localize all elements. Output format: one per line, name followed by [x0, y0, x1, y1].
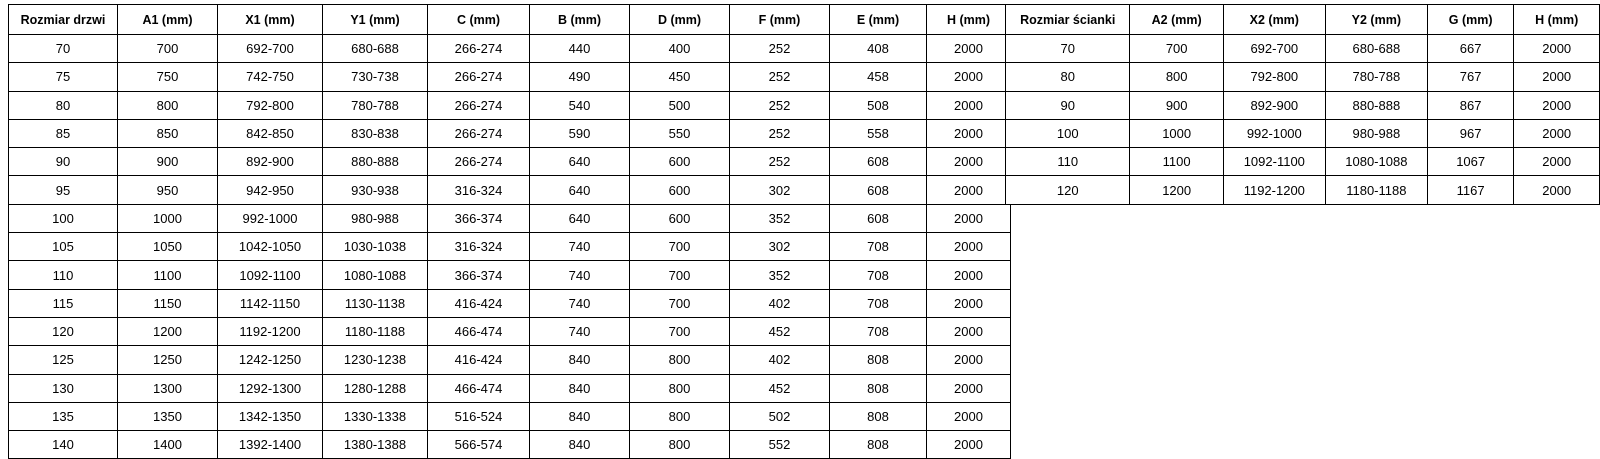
walls-table-cell: 980-988: [1325, 119, 1427, 147]
doors-table-cell: 1180-1188: [323, 317, 428, 345]
doors-table-cell: 792-800: [218, 91, 323, 119]
walls-table-cell: 692-700: [1223, 35, 1325, 63]
doors-table-column-header: F (mm): [730, 5, 830, 35]
doors-table-cell: 700: [630, 317, 730, 345]
doors-dimensions-table-container: [8, 4, 1011, 459]
doors-table-cell: 2000: [927, 91, 1011, 119]
doors-table-cell: 266-274: [428, 119, 530, 147]
doors-table-cell: 800: [630, 346, 730, 374]
doors-table-cell: 2000: [927, 431, 1011, 459]
doors-table-cell: 500: [630, 91, 730, 119]
doors-table-cell: 408: [830, 35, 927, 63]
table-row: [9, 289, 1011, 317]
doors-table-cell: 2000: [927, 148, 1011, 176]
doors-table-cell: 590: [530, 119, 630, 147]
doors-table-cell: 266-274: [428, 148, 530, 176]
doors-table-cell: 540: [530, 91, 630, 119]
walls-table-cell: 100: [1006, 119, 1130, 147]
doors-table-column-header: Rozmiar drzwi: [9, 5, 118, 35]
doors-table-column-header: A1 (mm): [118, 5, 218, 35]
doors-table-cell: 125: [9, 346, 118, 374]
doors-table-cell: 2000: [927, 374, 1011, 402]
doors-table-cell: 1292-1300: [218, 374, 323, 402]
walls-table-cell: 80: [1006, 63, 1130, 91]
doors-table-cell: 2000: [927, 35, 1011, 63]
doors-table-cell: 1392-1400: [218, 431, 323, 459]
doors-table-cell: 700: [630, 289, 730, 317]
doors-table-cell: 800: [630, 374, 730, 402]
doors-table-cell: 800: [630, 402, 730, 430]
walls-table-cell: 1200: [1130, 176, 1223, 204]
walls-table-cell: 110: [1006, 148, 1130, 176]
doors-table-cell: 1050: [118, 233, 218, 261]
walls-dimensions-table-container: [1005, 4, 1600, 205]
doors-table-cell: 252: [730, 63, 830, 91]
doors-table-cell: 708: [830, 233, 927, 261]
doors-table-cell: 780-788: [323, 91, 428, 119]
walls-table-cell: 2000: [1514, 63, 1600, 91]
doors-table-column-header: B (mm): [530, 5, 630, 35]
doors-table-cell: 892-900: [218, 148, 323, 176]
doors-table-header: [9, 5, 1011, 35]
doors-table-cell: 266-274: [428, 91, 530, 119]
doors-table-cell: 608: [830, 148, 927, 176]
doors-table-cell: 266-274: [428, 63, 530, 91]
walls-table-column-header: Rozmiar ścianki: [1006, 5, 1130, 35]
doors-table-cell: 352: [730, 261, 830, 289]
walls-table-cell: 792-800: [1223, 63, 1325, 91]
doors-table-cell: 700: [630, 261, 730, 289]
doors-table-column-header: X1 (mm): [218, 5, 323, 35]
doors-table-cell: 130: [9, 374, 118, 402]
doors-table-cell: 490: [530, 63, 630, 91]
doors-table-cell: 402: [730, 289, 830, 317]
doors-table-cell: 302: [730, 233, 830, 261]
doors-table-cell: 135: [9, 402, 118, 430]
doors-table-cell: 1380-1388: [323, 431, 428, 459]
doors-table-cell: 608: [830, 204, 927, 232]
doors-table-cell: 692-700: [218, 35, 323, 63]
doors-table-cell: 115: [9, 289, 118, 317]
walls-table-column-header: A2 (mm): [1130, 5, 1223, 35]
doors-table-cell: 980-988: [323, 204, 428, 232]
doors-table-cell: 302: [730, 176, 830, 204]
table-row: [9, 148, 1011, 176]
doors-table-cell: 1100: [118, 261, 218, 289]
doors-table-cell: 1130-1138: [323, 289, 428, 317]
doors-table-cell: 90: [9, 148, 118, 176]
walls-table-cell: 1167: [1427, 176, 1514, 204]
doors-table-cell: 458: [830, 63, 927, 91]
doors-table-cell: 740: [530, 289, 630, 317]
walls-table-cell: 767: [1427, 63, 1514, 91]
walls-table-cell: 992-1000: [1223, 119, 1325, 147]
doors-table-cell: 1242-1250: [218, 346, 323, 374]
walls-table-cell: 120: [1006, 176, 1130, 204]
doors-table-cell: 552: [730, 431, 830, 459]
doors-table-cell: 1000: [118, 204, 218, 232]
doors-table-cell: 2000: [927, 119, 1011, 147]
table-row: [9, 204, 1011, 232]
doors-table-cell: 466-474: [428, 317, 530, 345]
doors-table-cell: 252: [730, 119, 830, 147]
table-row: [1006, 63, 1600, 91]
doors-table-cell: 750: [118, 63, 218, 91]
doors-table-cell: 110: [9, 261, 118, 289]
table-header-row: [9, 5, 1011, 35]
doors-table-cell: 640: [530, 204, 630, 232]
doors-table-cell: 1350: [118, 402, 218, 430]
doors-table-cell: 352: [730, 204, 830, 232]
doors-table-cell: 850: [118, 119, 218, 147]
doors-table-cell: 1150: [118, 289, 218, 317]
doors-table-cell: 2000: [927, 317, 1011, 345]
walls-table-cell: 1067: [1427, 148, 1514, 176]
doors-table-cell: 316-324: [428, 176, 530, 204]
doors-table-cell: 708: [830, 317, 927, 345]
doors-table-cell: 105: [9, 233, 118, 261]
table-row: [1006, 91, 1600, 119]
doors-table-cell: 1042-1050: [218, 233, 323, 261]
doors-table-body: [9, 35, 1011, 459]
doors-table-cell: 808: [830, 374, 927, 402]
table-row: [1006, 35, 1600, 63]
doors-table-cell: 466-474: [428, 374, 530, 402]
doors-table-cell: 440: [530, 35, 630, 63]
doors-table-cell: 808: [830, 431, 927, 459]
doors-table-cell: 1230-1238: [323, 346, 428, 374]
doors-table-cell: 120: [9, 317, 118, 345]
doors-table-cell: 640: [530, 148, 630, 176]
walls-table-cell: 880-888: [1325, 91, 1427, 119]
doors-table-cell: 700: [630, 233, 730, 261]
walls-table-cell: 2000: [1514, 148, 1600, 176]
table-row: [9, 35, 1011, 63]
doors-table-cell: 1300: [118, 374, 218, 402]
doors-table-cell: 2000: [927, 346, 1011, 374]
doors-table-cell: 808: [830, 402, 927, 430]
doors-table-cell: 930-938: [323, 176, 428, 204]
doors-table-cell: 1250: [118, 346, 218, 374]
doors-table-cell: 680-688: [323, 35, 428, 63]
doors-table-cell: 452: [730, 374, 830, 402]
doors-table-cell: 502: [730, 402, 830, 430]
walls-table-cell: 2000: [1514, 176, 1600, 204]
doors-table-cell: 416-424: [428, 346, 530, 374]
doors-table-column-header: H (mm): [927, 5, 1011, 35]
doors-table-cell: 100: [9, 204, 118, 232]
doors-table-cell: 600: [630, 148, 730, 176]
walls-dimensions-table: [1005, 4, 1600, 205]
doors-table-cell: 75: [9, 63, 118, 91]
doors-table-cell: 1200: [118, 317, 218, 345]
doors-dimensions-table: [8, 4, 1011, 459]
walls-table-cell: 90: [1006, 91, 1130, 119]
doors-table-cell: 95: [9, 176, 118, 204]
doors-table-cell: 366-374: [428, 261, 530, 289]
doors-table-cell: 2000: [927, 261, 1011, 289]
walls-table-column-header: X2 (mm): [1223, 5, 1325, 35]
table-row: [9, 119, 1011, 147]
table-row: [9, 176, 1011, 204]
walls-table-body: [1006, 35, 1600, 205]
doors-table-cell: 252: [730, 91, 830, 119]
doors-table-column-header: C (mm): [428, 5, 530, 35]
walls-table-column-header: Y2 (mm): [1325, 5, 1427, 35]
doors-table-cell: 950: [118, 176, 218, 204]
walls-table-header: [1006, 5, 1600, 35]
doors-table-cell: 452: [730, 317, 830, 345]
walls-table-cell: 1000: [1130, 119, 1223, 147]
table-row: [9, 261, 1011, 289]
doors-table-cell: 600: [630, 204, 730, 232]
doors-table-cell: 2000: [927, 63, 1011, 91]
doors-table-cell: 942-950: [218, 176, 323, 204]
doors-table-cell: 566-574: [428, 431, 530, 459]
doors-table-cell: 2000: [927, 176, 1011, 204]
doors-table-cell: 70: [9, 35, 118, 63]
table-row: [1006, 119, 1600, 147]
walls-table-cell: 867: [1427, 91, 1514, 119]
doors-table-cell: 880-888: [323, 148, 428, 176]
table-row: [9, 63, 1011, 91]
table-row: [9, 233, 1011, 261]
doors-table-cell: 740: [530, 233, 630, 261]
doors-table-cell: 740: [530, 317, 630, 345]
table-header-row: [1006, 5, 1600, 35]
doors-table-cell: 900: [118, 148, 218, 176]
doors-table-cell: 708: [830, 261, 927, 289]
doors-table-cell: 550: [630, 119, 730, 147]
doors-table-cell: 558: [830, 119, 927, 147]
doors-table-cell: 608: [830, 176, 927, 204]
doors-table-cell: 416-424: [428, 289, 530, 317]
table-row: [9, 91, 1011, 119]
walls-table-cell: 900: [1130, 91, 1223, 119]
walls-table-cell: 2000: [1514, 35, 1600, 63]
doors-table-cell: 252: [730, 35, 830, 63]
walls-table-cell: 967: [1427, 119, 1514, 147]
doors-table-cell: 1280-1288: [323, 374, 428, 402]
doors-table-cell: 508: [830, 91, 927, 119]
doors-table-cell: 1142-1150: [218, 289, 323, 317]
walls-table-cell: 700: [1130, 35, 1223, 63]
doors-table-cell: 2000: [927, 402, 1011, 430]
doors-table-cell: 2000: [927, 233, 1011, 261]
walls-table-column-header: H (mm): [1514, 5, 1600, 35]
doors-table-cell: 600: [630, 176, 730, 204]
doors-table-cell: 830-838: [323, 119, 428, 147]
table-row: [1006, 176, 1600, 204]
doors-table-cell: 140: [9, 431, 118, 459]
doors-table-cell: 708: [830, 289, 927, 317]
doors-table-cell: 840: [530, 374, 630, 402]
table-row: [9, 317, 1011, 345]
doors-table-cell: 840: [530, 346, 630, 374]
doors-table-cell: 402: [730, 346, 830, 374]
doors-table-column-header: Y1 (mm): [323, 5, 428, 35]
doors-table-cell: 1400: [118, 431, 218, 459]
table-row: [9, 402, 1011, 430]
doors-table-cell: 1080-1088: [323, 261, 428, 289]
walls-table-cell: 70: [1006, 35, 1130, 63]
doors-table-cell: 1030-1038: [323, 233, 428, 261]
walls-table-cell: 1092-1100: [1223, 148, 1325, 176]
doors-table-cell: 1330-1338: [323, 402, 428, 430]
doors-table-cell: 266-274: [428, 35, 530, 63]
doors-table-cell: 808: [830, 346, 927, 374]
walls-table-cell: 1192-1200: [1223, 176, 1325, 204]
walls-table-cell: 1180-1188: [1325, 176, 1427, 204]
walls-table-cell: 667: [1427, 35, 1514, 63]
doors-table-cell: 1192-1200: [218, 317, 323, 345]
doors-table-column-header: E (mm): [830, 5, 927, 35]
doors-table-cell: 800: [630, 431, 730, 459]
doors-table-cell: 2000: [927, 289, 1011, 317]
doors-table-cell: 1092-1100: [218, 261, 323, 289]
doors-table-cell: 740: [530, 261, 630, 289]
walls-table-cell: 800: [1130, 63, 1223, 91]
doors-table-cell: 700: [118, 35, 218, 63]
doors-table-cell: 730-738: [323, 63, 428, 91]
doors-table-cell: 742-750: [218, 63, 323, 91]
doors-table-cell: 252: [730, 148, 830, 176]
table-row: [1006, 148, 1600, 176]
doors-table-cell: 516-524: [428, 402, 530, 430]
walls-table-cell: 2000: [1514, 119, 1600, 147]
walls-table-cell: 680-688: [1325, 35, 1427, 63]
table-row: [9, 431, 1011, 459]
doors-table-cell: 640: [530, 176, 630, 204]
doors-table-cell: 366-374: [428, 204, 530, 232]
doors-table-cell: 800: [118, 91, 218, 119]
doors-table-cell: 80: [9, 91, 118, 119]
doors-table-cell: 450: [630, 63, 730, 91]
doors-table-cell: 842-850: [218, 119, 323, 147]
doors-table-cell: 840: [530, 431, 630, 459]
doors-table-cell: 840: [530, 402, 630, 430]
table-row: [9, 346, 1011, 374]
walls-table-cell: 1080-1088: [1325, 148, 1427, 176]
walls-table-cell: 1100: [1130, 148, 1223, 176]
walls-table-cell: 892-900: [1223, 91, 1325, 119]
doors-table-cell: 992-1000: [218, 204, 323, 232]
doors-table-cell: 400: [630, 35, 730, 63]
doors-table-column-header: D (mm): [630, 5, 730, 35]
doors-table-cell: 85: [9, 119, 118, 147]
doors-table-cell: 1342-1350: [218, 402, 323, 430]
walls-table-column-header: G (mm): [1427, 5, 1514, 35]
table-row: [9, 374, 1011, 402]
doors-table-cell: 316-324: [428, 233, 530, 261]
doors-table-cell: 2000: [927, 204, 1011, 232]
walls-table-cell: 2000: [1514, 91, 1600, 119]
walls-table-cell: 780-788: [1325, 63, 1427, 91]
